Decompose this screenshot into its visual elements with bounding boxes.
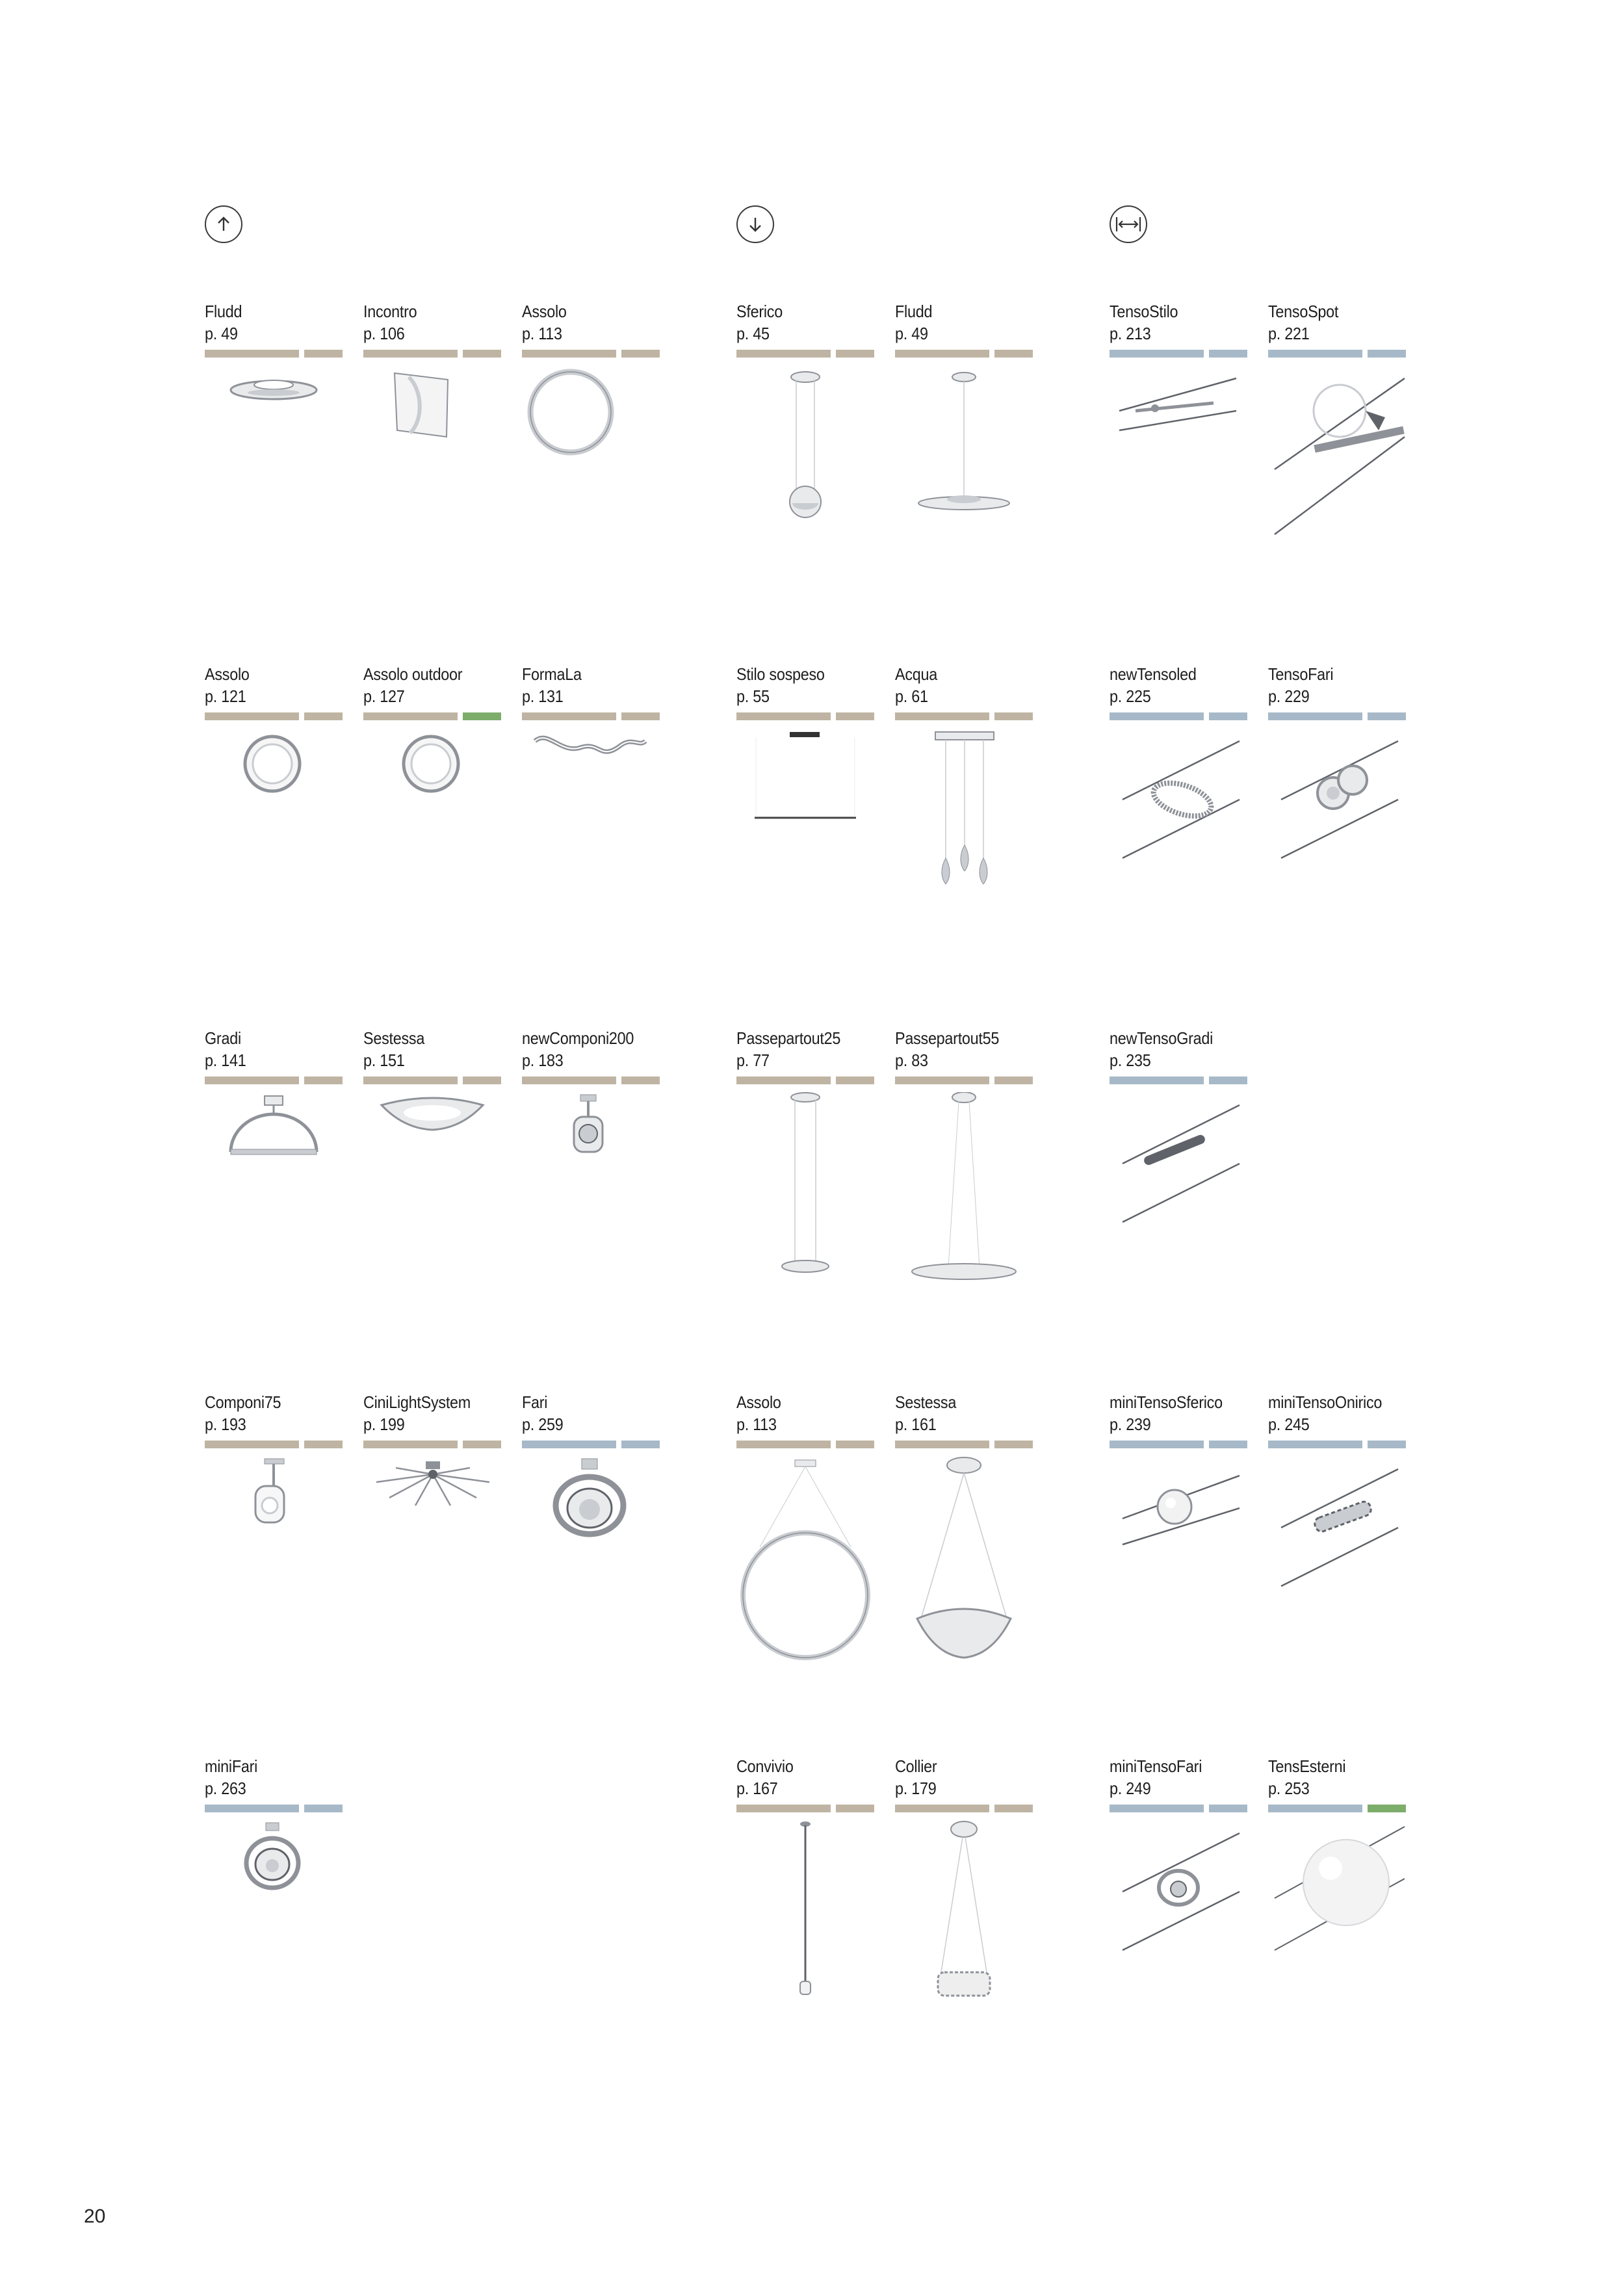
cable-horizontal-arrows-icon [1110, 205, 1147, 243]
product-passepartout55 [895, 1027, 1033, 1071]
product-assolo [522, 300, 660, 345]
product-page-ref: p. 249 [1110, 1779, 1151, 1798]
product-name: TensoFari [1268, 664, 1334, 684]
category-bar-beige [994, 1076, 1033, 1084]
product-page-ref: p. 127 [363, 686, 405, 706]
category-bar-blue [1368, 1441, 1406, 1448]
product-illustration-icon [1268, 1820, 1406, 2080]
category-bar-beige [895, 712, 989, 720]
product-page-ref: p. 45 [736, 324, 770, 343]
product-page-ref: p. 183 [522, 1050, 564, 1070]
product-illustration-icon [1268, 1456, 1406, 1716]
category-bar-blue [1209, 1076, 1247, 1084]
category-bar-blue [1209, 1805, 1247, 1812]
category-bar-beige [463, 1076, 501, 1084]
category-bar-blue [522, 1441, 616, 1448]
product-name: newTensoGradi [1110, 1028, 1214, 1048]
category-bar-beige [304, 1076, 343, 1084]
product-page-ref: p. 229 [1268, 686, 1310, 706]
product-illustration-icon [1268, 728, 1406, 988]
category-bar-beige [836, 1805, 874, 1812]
category-bars [205, 350, 343, 358]
product-name: Assolo outdoor [363, 664, 463, 684]
category-bar-beige [463, 1441, 501, 1448]
product-page-ref: p. 131 [522, 686, 564, 706]
product-illustration-icon [736, 365, 874, 625]
product-stilo-sospeso [736, 663, 874, 707]
product-name: miniTensoOnirico [1268, 1392, 1383, 1412]
product-name: Fludd [205, 302, 242, 321]
category-bar-beige [621, 1076, 660, 1084]
product-name: TensoSpot [1268, 302, 1339, 321]
category-bar-beige [205, 712, 299, 720]
product-illustration-icon [895, 1820, 1033, 2080]
product-tensostilo [1110, 300, 1247, 345]
category-bar-blue [1209, 1441, 1247, 1448]
category-bar-beige [363, 712, 458, 720]
category-bars [895, 1441, 1033, 1448]
category-bar-blue [1209, 712, 1247, 720]
page-number: 20 [84, 2206, 106, 2227]
category-bar-beige [205, 1076, 299, 1084]
product-illustration-icon [522, 728, 660, 988]
category-bars [205, 712, 343, 720]
category-bars [1268, 712, 1406, 720]
category-bars [736, 1805, 874, 1812]
product-page-ref: p. 161 [895, 1415, 937, 1434]
category-bar-beige [994, 1805, 1033, 1812]
category-bars [1110, 350, 1247, 358]
product-newtensoled [1110, 663, 1247, 707]
product-minitensofari [1110, 1755, 1247, 1799]
product-illustration-icon [363, 1092, 501, 1352]
category-bar-beige [836, 350, 874, 358]
product-name: Assolo [736, 1392, 781, 1412]
category-bar-beige [895, 350, 989, 358]
product-illustration-icon [1110, 365, 1247, 625]
category-bar-beige [205, 350, 299, 358]
product-page-ref: p. 225 [1110, 686, 1151, 706]
product-name: Fari [522, 1392, 548, 1412]
category-bar-blue [1209, 350, 1247, 358]
product-page-ref: p. 239 [1110, 1415, 1151, 1434]
category-bar-beige [363, 1441, 458, 1448]
category-bar-beige [994, 712, 1033, 720]
category-bar-blue [1368, 712, 1406, 720]
product-name: Sestessa [363, 1028, 425, 1048]
product-name: Assolo [522, 302, 567, 321]
category-bars [895, 1805, 1033, 1812]
product-minitensoonirico [1268, 1391, 1406, 1435]
product-gradi [205, 1027, 343, 1071]
category-bars [736, 350, 874, 358]
category-bar-beige [895, 1441, 989, 1448]
category-bars [522, 350, 660, 358]
category-bar-beige [304, 712, 343, 720]
category-bar-beige [363, 350, 458, 358]
category-bars [205, 1076, 343, 1084]
product-illustration-icon [205, 1456, 343, 1716]
product-illustration-icon [736, 1456, 874, 1716]
product-assolo [205, 663, 343, 707]
product-acqua [895, 663, 1033, 707]
category-bar-beige [895, 1076, 989, 1084]
product-collier [895, 1755, 1033, 1799]
product-name: Gradi [205, 1028, 241, 1048]
product-illustration-icon [1110, 1092, 1247, 1352]
category-bar-blue [1268, 350, 1362, 358]
product-page-ref: p. 235 [1110, 1050, 1151, 1070]
product-name: FormaLa [522, 664, 582, 684]
product-assolo [736, 1391, 874, 1435]
category-bar-beige [836, 1441, 874, 1448]
product-illustration-icon [1110, 728, 1247, 988]
product-page-ref: p. 61 [895, 686, 928, 706]
product-page-ref: p. 199 [363, 1415, 405, 1434]
product-illustration-icon [205, 365, 343, 625]
product-fari [522, 1391, 660, 1435]
product-fludd [205, 300, 343, 345]
category-bar-beige [621, 350, 660, 358]
product-sestessa [895, 1391, 1033, 1435]
product-page-ref: p. 141 [205, 1050, 246, 1070]
product-name: Passepartout55 [895, 1028, 1000, 1048]
category-bar-beige [363, 1076, 458, 1084]
category-bars [736, 1441, 874, 1448]
product-newcomponi200 [522, 1027, 660, 1071]
category-bars [363, 1441, 501, 1448]
category-bar-beige [736, 350, 831, 358]
product-name: Passepartout25 [736, 1028, 841, 1048]
category-bar-blue [621, 1441, 660, 1448]
category-bars [736, 712, 874, 720]
category-bar-blue [1110, 1441, 1204, 1448]
product-componi75 [205, 1391, 343, 1435]
product-page-ref: p. 77 [736, 1050, 770, 1070]
product-tensospot [1268, 300, 1406, 345]
product-name: Stilo sospeso [736, 664, 825, 684]
product-name: Incontro [363, 302, 417, 321]
product-illustration-icon [895, 1092, 1033, 1352]
product-name: Sferico [736, 302, 783, 321]
product-illustration-icon [363, 728, 501, 988]
product-page-ref: p. 221 [1268, 324, 1310, 343]
category-bars [1110, 1076, 1247, 1084]
category-bars [1110, 1805, 1247, 1812]
product-illustration-icon [205, 1092, 343, 1352]
product-page-ref: p. 253 [1268, 1779, 1310, 1798]
category-bars [522, 712, 660, 720]
category-bars [522, 1076, 660, 1084]
category-bar-blue [1268, 712, 1362, 720]
category-bars [1110, 712, 1247, 720]
category-bar-beige [205, 1441, 299, 1448]
product-tensofari [1268, 663, 1406, 707]
product-page-ref: p. 55 [736, 686, 770, 706]
product-illustration-icon [736, 728, 874, 988]
product-name: Fludd [895, 302, 933, 321]
ceiling-arrow-up-icon [205, 205, 242, 243]
category-bar-blue [1110, 350, 1204, 358]
category-bar-green [463, 712, 501, 720]
product-fludd [895, 300, 1033, 345]
product-illustration-icon [522, 1092, 660, 1352]
product-tensesterni [1268, 1755, 1406, 1799]
product-name: Assolo [205, 664, 250, 684]
product-illustration-icon [205, 728, 343, 988]
category-bars [363, 1076, 501, 1084]
product-page-ref: p. 167 [736, 1779, 778, 1798]
product-page-ref: p. 259 [522, 1415, 564, 1434]
category-bar-blue [1110, 712, 1204, 720]
product-passepartout25 [736, 1027, 874, 1071]
product-cinilightsystem [363, 1391, 501, 1435]
category-bar-beige [522, 712, 616, 720]
category-bar-beige [895, 1805, 989, 1812]
category-bar-beige [736, 1441, 831, 1448]
category-bar-green [1368, 1805, 1406, 1812]
category-bar-beige [522, 1076, 616, 1084]
product-illustration-icon [1268, 365, 1406, 625]
product-name: miniTensoSferico [1110, 1392, 1223, 1412]
product-illustration-icon [895, 365, 1033, 625]
product-name: newComponi200 [522, 1028, 634, 1048]
category-bars [522, 1441, 660, 1448]
product-name: newTensoled [1110, 664, 1197, 684]
category-bars [1268, 350, 1406, 358]
category-bar-beige [994, 1441, 1033, 1448]
product-page-ref: p. 121 [205, 686, 246, 706]
category-bars [1268, 1805, 1406, 1812]
product-page-ref: p. 83 [895, 1050, 928, 1070]
product-illustration-icon [522, 365, 660, 625]
category-bars [205, 1805, 343, 1812]
product-assolo-outdoor [363, 663, 501, 707]
category-bars [895, 1076, 1033, 1084]
category-bar-beige [994, 350, 1033, 358]
category-bars [1268, 1441, 1406, 1448]
category-bar-beige [304, 350, 343, 358]
product-sestessa [363, 1027, 501, 1071]
product-page-ref: p. 113 [522, 324, 562, 343]
product-convivio [736, 1755, 874, 1799]
category-bar-beige [736, 1805, 831, 1812]
category-bar-beige [736, 712, 831, 720]
category-bars [205, 1441, 343, 1448]
product-name: Convivio [736, 1756, 794, 1776]
product-name: Sestessa [895, 1392, 957, 1412]
product-name: Acqua [895, 664, 938, 684]
pendant-arrow-down-icon [736, 205, 774, 243]
product-illustration-icon [736, 1092, 874, 1352]
product-name: TensoStilo [1110, 302, 1178, 321]
product-name: TensEsterni [1268, 1756, 1346, 1776]
product-formala [522, 663, 660, 707]
category-bar-blue [304, 1805, 343, 1812]
product-illustration-icon [895, 728, 1033, 988]
category-bar-beige [463, 350, 501, 358]
category-bar-blue [1368, 350, 1406, 358]
product-page-ref: p. 245 [1268, 1415, 1310, 1434]
product-page-ref: p. 106 [363, 324, 405, 343]
category-bar-beige [304, 1441, 343, 1448]
product-minifari [205, 1755, 343, 1799]
product-page-ref: p. 179 [895, 1779, 937, 1798]
category-bars [363, 712, 501, 720]
category-bar-blue [1110, 1805, 1204, 1812]
category-bar-beige [836, 712, 874, 720]
product-incontro [363, 300, 501, 345]
product-page-ref: p. 49 [895, 324, 928, 343]
category-bars [1110, 1441, 1247, 1448]
product-page-ref: p. 113 [736, 1415, 777, 1434]
category-bar-blue [205, 1805, 299, 1812]
category-bar-blue [1268, 1805, 1362, 1812]
category-bar-beige [522, 350, 616, 358]
product-page-ref: p. 213 [1110, 324, 1151, 343]
category-bar-beige [736, 1076, 831, 1084]
product-illustration-icon [205, 1820, 343, 2080]
product-page-ref: p. 49 [205, 324, 238, 343]
category-bar-blue [1110, 1076, 1204, 1084]
product-page-ref: p. 193 [205, 1415, 246, 1434]
category-bars [895, 712, 1033, 720]
product-sferico [736, 300, 874, 345]
product-illustration-icon [895, 1456, 1033, 1716]
category-bars [736, 1076, 874, 1084]
category-bar-beige [621, 712, 660, 720]
product-illustration-icon [363, 365, 501, 625]
product-illustration-icon [363, 1456, 501, 1716]
product-illustration-icon [1110, 1820, 1247, 2080]
category-bar-beige [836, 1076, 874, 1084]
product-newtensogradi [1110, 1027, 1247, 1071]
product-name: Collier [895, 1756, 937, 1776]
product-page-ref: p. 263 [205, 1779, 246, 1798]
product-name: miniTensoFari [1110, 1756, 1202, 1776]
product-minitensosferico [1110, 1391, 1247, 1435]
product-illustration-icon [736, 1820, 874, 2080]
product-page-ref: p. 151 [363, 1050, 405, 1070]
product-name: CiniLightSystem [363, 1392, 471, 1412]
product-illustration-icon [1110, 1456, 1247, 1716]
category-bar-blue [1268, 1441, 1362, 1448]
product-name: Componi75 [205, 1392, 281, 1412]
category-bars [363, 350, 501, 358]
category-bars [895, 350, 1033, 358]
product-name: miniFari [205, 1756, 258, 1776]
product-illustration-icon [522, 1456, 660, 1716]
